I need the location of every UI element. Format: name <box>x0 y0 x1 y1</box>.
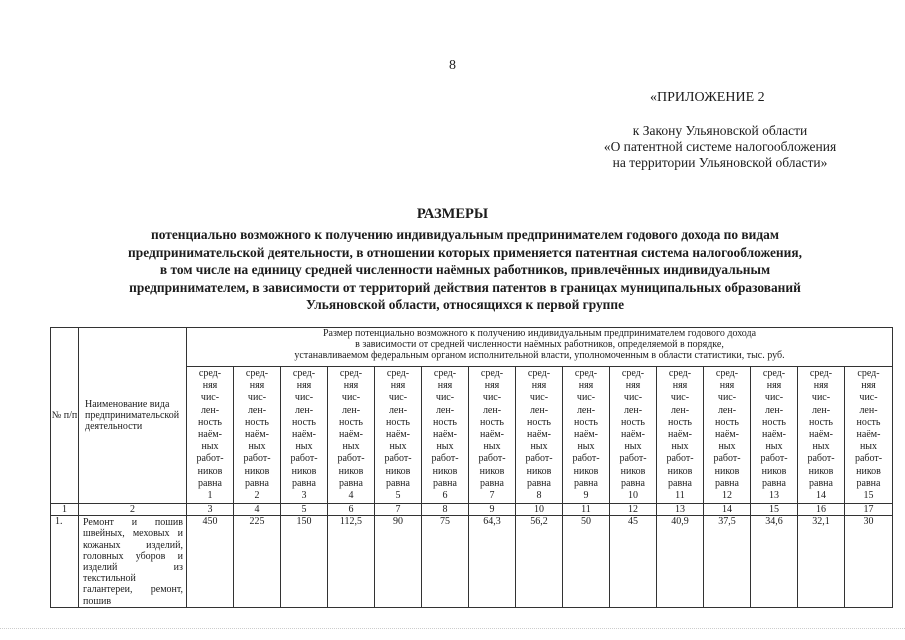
column-number-cell: 1 <box>51 504 79 516</box>
span-header-line: Размер потенциально возможного к получению индивидуальным предпринимателем годового дохода <box>322 328 757 339</box>
header-word: сред- <box>292 368 316 379</box>
header-word: няя <box>625 380 641 392</box>
header-word: сред- <box>574 368 598 379</box>
column-number-cell: 17 <box>845 504 893 516</box>
header-word: равна <box>386 477 410 489</box>
header-word: работ- <box>243 453 271 465</box>
header-word: чис- <box>576 392 596 404</box>
span-header-line: в зависимости от средней численности наёмных работников, определяемой в порядке, <box>355 339 724 351</box>
header-word: наём- <box>715 429 739 441</box>
income-value-cell: 30 <box>845 516 893 608</box>
income-value-cell: 90 <box>375 516 422 608</box>
header-word: работ- <box>572 453 600 465</box>
header-word: чис- <box>435 392 455 404</box>
employee-count-header-cell <box>845 367 893 504</box>
header-word: сред- <box>715 368 739 379</box>
header-word: лен- <box>200 404 220 416</box>
header-word: ников <box>291 465 317 477</box>
header-word: ность <box>668 416 692 428</box>
income-value-cell: 32,1 <box>798 516 845 608</box>
header-word: няя <box>861 380 876 392</box>
header-word: равна <box>856 477 881 489</box>
header-word: няя <box>390 380 406 392</box>
header-word: ных <box>859 441 878 453</box>
header-word: ных <box>765 441 783 453</box>
header-word: чис- <box>388 392 408 404</box>
column-number-row <box>51 504 893 516</box>
header-word: ников <box>385 465 411 477</box>
employee-count-number: 4 <box>348 490 354 502</box>
header-word: чис- <box>341 392 361 404</box>
header-word: ников <box>244 465 270 477</box>
law-reference-line: на территории Ульяновской области» <box>612 155 828 170</box>
header-word: няя <box>531 380 547 392</box>
header-word: ность <box>527 416 551 428</box>
header-word: сред- <box>433 368 457 379</box>
header-word: ников <box>479 465 505 477</box>
header-word: няя <box>484 380 500 392</box>
header-word: няя <box>249 380 265 392</box>
header-word: няя <box>437 380 453 392</box>
column-number-cell: 3 <box>187 504 234 516</box>
header-word: ность <box>856 416 881 428</box>
header-word: няя <box>813 380 829 392</box>
header-word: сред- <box>386 368 410 379</box>
header-word: ников <box>526 465 552 477</box>
header-word: ность <box>245 416 269 428</box>
employee-count-header-cell <box>234 367 281 504</box>
employee-count-header-cell <box>375 367 422 504</box>
header-word: ных <box>530 441 548 453</box>
header-word: равна <box>198 477 222 489</box>
subheading-line: Ульяновской области, относящихся к первой группе <box>305 297 625 313</box>
income-value-cell: 50 <box>563 516 610 608</box>
activity-name-cell: Ремонт и пошив швейных, меховых и кожаных изделий, головных уборов и изделий из текстильной галантереи, ремонт, пошив <box>79 516 187 608</box>
header-word: чис- <box>717 392 737 404</box>
header-word: равна <box>527 477 551 489</box>
income-table-container <box>50 327 893 608</box>
table-row <box>51 516 893 608</box>
income-value-cell: 150 <box>281 516 328 608</box>
header-word: ность <box>433 416 457 428</box>
subheading-line: предпринимателем, в зависимости от территорий действия патентов в границах муниципальных образований <box>129 279 801 295</box>
col-name-header: Наименование вида предпринимательской деятельности <box>79 328 187 504</box>
header-word: лен- <box>576 404 596 416</box>
header-word: няя <box>578 380 594 392</box>
employee-count-number: 3 <box>301 490 307 502</box>
column-number-cell: 15 <box>751 504 798 516</box>
header-word: наём- <box>339 429 363 441</box>
header-word: лен- <box>435 404 455 416</box>
header-word: наём- <box>527 429 551 441</box>
column-number-cell: 2 <box>79 504 187 516</box>
employee-count-number: 15 <box>863 490 874 502</box>
page-number: 8 <box>449 58 456 73</box>
employee-count-number: 6 <box>442 490 448 502</box>
employee-count-header-cell <box>187 367 234 504</box>
header-word: работ- <box>807 453 835 465</box>
header-word: наём- <box>386 429 410 441</box>
row-index-cell: 1. <box>51 516 79 608</box>
header-word: чис- <box>764 392 784 404</box>
income-value-cell: 40,9 <box>657 516 704 608</box>
header-word: равна <box>433 477 457 489</box>
column-number-cell: 8 <box>422 504 469 516</box>
header-word: ность <box>480 416 504 428</box>
header-word: сред- <box>809 368 833 379</box>
header-word: няя <box>766 380 782 392</box>
header-word: наём- <box>856 429 881 441</box>
header-word: чис- <box>529 392 549 404</box>
employee-count-header-cell <box>469 367 516 504</box>
column-number-cell: 4 <box>234 504 281 516</box>
header-word: чис- <box>623 392 643 404</box>
column-number-cell: 12 <box>610 504 657 516</box>
header-word: равна <box>762 477 786 489</box>
header-word: наём- <box>480 429 504 441</box>
employee-count-header-cell <box>328 367 375 504</box>
header-word: работ- <box>431 453 459 465</box>
employee-count-header-cell <box>704 367 751 504</box>
header-word: ность <box>292 416 316 428</box>
header-word: равна <box>245 477 269 489</box>
column-number-cell: 9 <box>469 504 516 516</box>
header-word: равна <box>292 477 316 489</box>
appendix-title: «ПРИЛОЖЕНИЕ 2 <box>650 90 765 105</box>
header-word: работ- <box>666 453 694 465</box>
employee-count-number: 1 <box>207 490 213 502</box>
header-word: ных <box>389 441 407 453</box>
header-word: лен- <box>717 404 737 416</box>
header-word: работ- <box>525 453 553 465</box>
span-header-line: устанавливаемом федеральным органом исполнительной власти, уполномоченным в области статистики, тыс. руб. <box>294 350 785 362</box>
header-word: наём- <box>809 429 833 441</box>
header-word: ных <box>342 441 360 453</box>
employee-count-header-cell <box>657 367 704 504</box>
header-word: ных <box>248 441 266 453</box>
income-span-header <box>187 328 893 367</box>
column-number-cell: 16 <box>798 504 845 516</box>
header-word: работ- <box>384 453 412 465</box>
subheading-line: потенциально возможного к получению индивидуальным предпринимателем годового дохода по видам <box>151 227 779 242</box>
header-word: лен- <box>859 404 878 416</box>
employee-count-number: 8 <box>536 490 542 502</box>
header-word: ников <box>432 465 458 477</box>
income-value-cell: 64,3 <box>469 516 516 608</box>
header-word: наём- <box>762 429 786 441</box>
header-word: наём- <box>574 429 598 441</box>
header-word: ников <box>197 465 223 477</box>
header-word: равна <box>715 477 739 489</box>
header-word: лен- <box>247 404 267 416</box>
law-reference <box>580 123 860 171</box>
header-word: равна <box>480 477 504 489</box>
employee-count-number: 10 <box>628 490 638 502</box>
header-word: ных <box>483 441 501 453</box>
header-word: работ- <box>760 453 788 465</box>
header-word: наём- <box>245 429 269 441</box>
income-value-cell: 112,5 <box>328 516 375 608</box>
header-word: лен- <box>388 404 408 416</box>
employee-count-number: 13 <box>769 490 779 502</box>
employee-count-number: 2 <box>254 490 260 502</box>
header-word: ность <box>715 416 739 428</box>
employee-count-number: 5 <box>395 490 401 502</box>
header-word: наём- <box>621 429 645 441</box>
income-value-cell: 34,6 <box>751 516 798 608</box>
header-word: ников <box>667 465 693 477</box>
header-word: сред- <box>857 368 880 379</box>
page-bottom-divider <box>0 628 905 629</box>
header-word: сред- <box>480 368 504 379</box>
header-word: ных <box>295 441 313 453</box>
header-word: чис- <box>670 392 690 404</box>
header-word: няя <box>202 380 218 392</box>
header-word: ников <box>856 465 881 477</box>
header-word: лен- <box>670 404 690 416</box>
header-word: сред- <box>527 368 551 379</box>
col-no-header: № п/п <box>51 328 79 504</box>
header-word: ников <box>808 465 834 477</box>
income-value-cell: 45 <box>610 516 657 608</box>
header-word: ных <box>624 441 642 453</box>
column-number-cell: 7 <box>375 504 422 516</box>
header-word: чис- <box>482 392 502 404</box>
income-value-cell: 37,5 <box>704 516 751 608</box>
employee-count-header-cell <box>563 367 610 504</box>
header-word: чис- <box>247 392 267 404</box>
employee-count-number: 9 <box>583 490 589 502</box>
header-word: ников <box>761 465 787 477</box>
header-word: лен- <box>529 404 549 416</box>
header-word: няя <box>719 380 735 392</box>
column-number-cell: 6 <box>328 504 375 516</box>
header-word: наём- <box>292 429 316 441</box>
column-number-cell: 5 <box>281 504 328 516</box>
header-word: равна <box>668 477 692 489</box>
header-word: сред- <box>762 368 786 379</box>
header-word: работ- <box>290 453 318 465</box>
header-word: наём- <box>433 429 457 441</box>
header-word: работ- <box>337 453 365 465</box>
header-word: лен- <box>623 404 643 416</box>
employee-count-header-cell <box>422 367 469 504</box>
subheading-line: в том числе на единицу средней численности наёмных работников, привлечённых индивидуальным <box>159 262 771 278</box>
header-word: ность <box>386 416 410 428</box>
header-word: ность <box>621 416 645 428</box>
employee-count-header-cell <box>798 367 845 504</box>
header-word: ников <box>338 465 364 477</box>
employee-count-header-cell <box>516 367 563 504</box>
employee-count-number: 12 <box>722 490 732 502</box>
law-reference-line: «О патентной системе налогообложения <box>603 139 837 154</box>
employee-count-number: 11 <box>675 490 685 502</box>
header-word: ников <box>620 465 646 477</box>
header-word: ных <box>577 441 595 453</box>
header-word: лен- <box>811 404 831 416</box>
header-word: лен- <box>294 404 314 416</box>
header-word: ность <box>809 416 833 428</box>
income-value-cell: 75 <box>422 516 469 608</box>
income-value-cell: 225 <box>234 516 281 608</box>
header-word: ных <box>812 441 830 453</box>
header-word: равна <box>339 477 363 489</box>
header-word: няя <box>672 380 688 392</box>
header-word: лен- <box>341 404 361 416</box>
header-word: работ- <box>713 453 741 465</box>
header-word: ность <box>198 416 222 428</box>
employee-count-number: 7 <box>489 490 495 502</box>
header-word: сред- <box>245 368 269 379</box>
header-word: няя <box>343 380 359 392</box>
header-word: ных <box>201 441 219 453</box>
header-word: сред- <box>198 368 222 379</box>
header-word: сред- <box>621 368 645 379</box>
income-value-cell: 450 <box>187 516 234 608</box>
employee-count-number: 14 <box>816 490 826 502</box>
column-number-cell: 10 <box>516 504 563 516</box>
employee-count-header-cell <box>751 367 798 504</box>
employee-count-header-cell <box>281 367 328 504</box>
header-word: чис- <box>859 392 878 404</box>
header-word: работ- <box>478 453 506 465</box>
header-word: ных <box>671 441 689 453</box>
header-word: работ- <box>619 453 647 465</box>
header-word: наём- <box>668 429 692 441</box>
header-word: ных <box>436 441 454 453</box>
column-number-cell: 13 <box>657 504 704 516</box>
header-word: работ- <box>854 453 883 465</box>
header-word: равна <box>621 477 645 489</box>
header-word: ных <box>718 441 736 453</box>
law-reference-line: к Закону Ульяновской области <box>632 123 808 138</box>
header-word: ников <box>714 465 740 477</box>
employee-count-header-cell <box>610 367 657 504</box>
header-word: ников <box>573 465 599 477</box>
header-word: чис- <box>811 392 831 404</box>
header-word: сред- <box>668 368 692 379</box>
column-number-cell: 11 <box>563 504 610 516</box>
header-word: ность <box>339 416 363 428</box>
header-word: равна <box>574 477 598 489</box>
income-table <box>50 327 893 608</box>
header-word: работ- <box>196 453 224 465</box>
header-word: равна <box>809 477 833 489</box>
header-word: няя <box>296 380 312 392</box>
header-word: наём- <box>198 429 222 441</box>
income-value-cell: 56,2 <box>516 516 563 608</box>
document-heading: РАЗМЕРЫ <box>416 206 489 222</box>
header-word: ность <box>762 416 786 428</box>
header-word: сред- <box>339 368 363 379</box>
header-word: лен- <box>482 404 502 416</box>
header-word: ность <box>574 416 598 428</box>
subheading-line: предпринимательской деятельности, в отношении которых применяется патентная система налогообложения, <box>128 244 802 260</box>
header-word: лен- <box>764 404 784 416</box>
header-word: чис- <box>200 392 220 404</box>
column-number-cell: 14 <box>704 504 751 516</box>
header-word: чис- <box>294 392 314 404</box>
document-subheading <box>70 226 860 314</box>
